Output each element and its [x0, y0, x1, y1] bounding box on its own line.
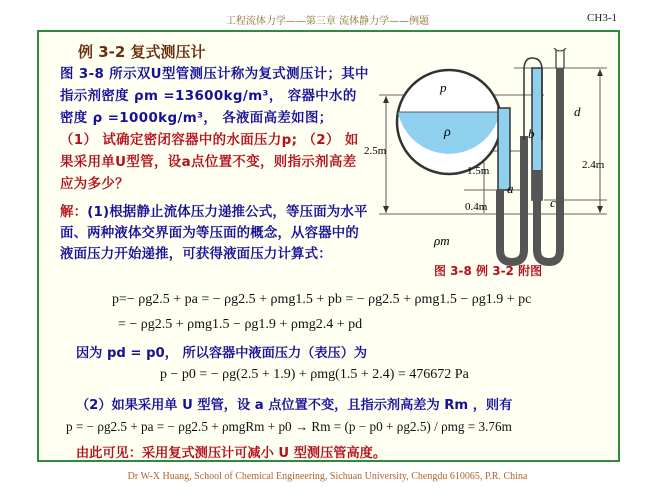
manometer-figure	[364, 40, 614, 280]
label-a: a	[507, 181, 514, 196]
label-rho-m: ρm	[434, 233, 450, 248]
label-04m: 0.4m	[465, 201, 488, 213]
equation-2: = − ρg2.5 + ρmg1.5 − ρg1.9 + ρmg2.4 + pd	[118, 317, 363, 332]
problem-statement	[60, 64, 370, 196]
label-24m: 2.4m	[582, 159, 605, 171]
solution-text	[60, 202, 370, 265]
equation-1: p=− ρg2.5 + pa = − ρg2.5 + ρmg1.5 + pb = − ρg2.5 + ρmg1.5 − ρg1.9 + pc	[112, 292, 532, 307]
because-line: 因为 pd = p0， 所以容器中液面压力（表压）为	[76, 346, 368, 361]
label-b: b	[528, 126, 535, 141]
equation-3: p − p0 = − ρg(2.5 + 1.9) + ρmg(1.5 + 2.4) = 476672 Pa	[160, 367, 469, 382]
problem-part1: 图 3-8 所示双U型管测压计称为复式测压计；其中指示剂密度	[60, 67, 369, 104]
label-c: c	[550, 195, 556, 210]
open-tube	[556, 50, 564, 68]
label-rho: ρ	[444, 125, 451, 140]
arrow-up-24	[597, 69, 603, 76]
arrow-down-24	[597, 206, 603, 213]
section-title: 例 3-2 复式测压计	[78, 43, 206, 61]
rho-m-value: ρm =13600kg/m³，	[134, 89, 283, 104]
part2-line: （2）如果采用单 U 型管，设 a 点位置不变，且指示剂高差为 Rm ，则有	[76, 398, 513, 413]
label-15m: 1.5m	[467, 165, 490, 177]
footer: Dr W-X Huang, School of Chemical Engineering, Sichuan University, Chengdu 610065, P.R. China	[127, 471, 528, 482]
question-2: （2） 如果采用单U型管，设a点位置不变，则指示剂高差应为多少？	[60, 133, 359, 192]
figure-caption: 图 3-8 例 3-2 附图	[434, 264, 543, 278]
page-number: CH3-1	[587, 12, 617, 24]
tube-left-water	[498, 108, 510, 190]
label-25m: 2.5m	[364, 145, 387, 157]
solution-body: (1)根据静止流体压力递推公式，等压面为水平面、两种液体交界面为等压面的概念，从容器中的液面压力开始递推，可获得液面压力计算式：	[60, 205, 368, 262]
question-1: （1） 试确定密闭容器中的水面压力p;	[60, 133, 298, 148]
header	[0, 0, 655, 28]
arrow-down-25	[383, 206, 389, 213]
conclusion: 由此可见：采用复式测压计可减小 U 型测压管高度。	[76, 446, 387, 461]
equation-4: p = − ρg2.5 + pa = − ρg2.5 + ρmgRm + p0 → Rm = (p − p0 + ρg2.5) / ρmg = 3.76m	[66, 419, 512, 434]
label-d: d	[574, 104, 581, 119]
label-p: p	[440, 80, 447, 95]
solution-label: 解：	[60, 205, 88, 220]
arrow-up-25	[383, 96, 389, 103]
header-title: 工程流体力学——第三章 流体静力学——例题	[225, 16, 430, 27]
problem-part2: 容器中水的密度 ρ =1000kg/m³， 各液面高差如图；	[60, 89, 357, 126]
